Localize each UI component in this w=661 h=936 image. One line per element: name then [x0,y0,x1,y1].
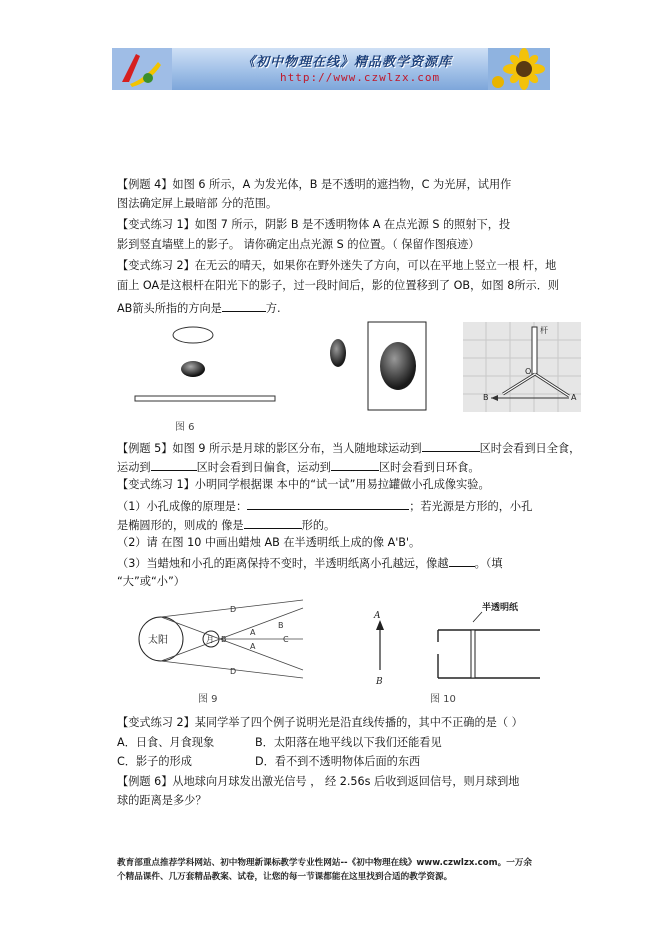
text-line [117,300,281,316]
text-line: 影到竖直墙壁上的影子。 请你确定出点光源 S 的位置。（ 保留作图痕迹） [117,238,480,251]
text-segment: 形的。 [301,519,336,532]
text-line: 【变式练习 2】在无云的晴天，如果你在野外迷失了方向，可以在平地上竖立一根 杆，地 [117,259,557,272]
fig10-label-a: A [374,611,381,621]
banner-title: 《初中物理在线》精品教学资源库 [242,55,453,70]
figure-10-caption: 图 10 [430,694,456,705]
text-line: 面上 OA是这根杆在阳光下的影子，过一段时间后，影的位置移到了 OB，如图 8所示．则 [117,279,560,292]
answer-blank [244,517,302,529]
text-line: 【变式练习 1】如图 7 所示，阴影 B 是不透明物体 A 在点光源 S 的照射下，投 [117,218,511,231]
figure-9-caption: 图 9 [198,694,218,705]
header-banner [112,48,550,90]
sunflower-icon [488,48,550,90]
fig9-label: D [230,605,237,614]
text-segment: （1）小孔成像的原理是： [117,500,248,513]
text-line: （2）请 在图 10 中画出蜡烛 AB 在半透明纸上成的像 A'B'。 [117,536,421,549]
fig9-sun-label: 太阳 [148,635,168,646]
fig9-label: B [221,635,227,644]
text-line: 【例题 6】从地球向月球发出激光信号 ， 经 2.56s 后收到返回信号，则月球到地 [117,775,520,788]
logo-icon [112,48,172,90]
fig9-label: A [250,628,256,637]
text-segment: 区时会看到日偏食，运动到 [196,461,331,474]
text-line [117,498,532,514]
answer-blank [151,459,197,471]
page-footer [117,856,587,884]
figure-8 [463,322,581,412]
text-line: “大”或“小”） [117,575,185,588]
text-line [117,459,480,475]
text-segment: 运动到 [117,461,151,474]
text-segment: 区时会看到日环食。 [378,461,480,474]
figure-6 [130,320,280,410]
option-b: B．太阳落在地平线以下我们还能看见 [255,736,442,749]
option-c: C．影子的形成 [117,755,192,768]
answer-blank [422,440,480,452]
fig8-label-o: O [525,367,532,376]
fig8-label-gan: 杆 [540,326,548,335]
text-line: 球的距离是多少？ [117,794,207,807]
text-segment: 是椭圆形的，则成的 像是 [117,519,244,532]
text-segment: ；若光源是方形的，小孔 [409,500,533,513]
answer-blank [247,498,409,510]
text-segment: 【例题 5】如图 9 所示是月球的影区分布，当人随地球运动到 [117,442,422,455]
text-line [117,440,580,456]
fig10-label-b: B [376,677,383,687]
text-segment: 区时会看到日全食， [479,442,581,455]
fig8-label-a: A [571,393,577,402]
figure-7 [328,320,428,412]
text-line [117,555,503,571]
fig9-label: C [283,635,289,644]
footer-line: 教育部重点推荐学科网站、初中物理新课标教学专业性网站--《初中物理在线》www.czwlzx.com。一万余 [117,858,532,868]
figure-9 [138,598,306,686]
option-d: D．看不到不透明物体后面的东西 [255,755,421,768]
text-segment: 方. [265,302,281,315]
text-line: 【例题 4】如图 6 所示，A 为发光体，B 是不透明的遮挡物，C 为光屏，试用作 [117,178,512,191]
footer-line: 个精品课件、几万套精品教案、试卷，让您的每一节课都能在这里找到合适的教学资源。 [117,872,453,882]
figure-6-caption: 图 6 [175,422,195,433]
text-line [117,517,335,533]
figure-10 [370,598,546,688]
text-line: 图法确定屏上最暗部 分的范围。 [117,197,278,210]
text-segment: 。（填 [474,557,503,570]
fig9-label: B [278,621,284,630]
banner-url: http://www.czwlzx.com [280,71,441,84]
fig8-label-b: B [483,393,489,402]
fig9-label: A [250,642,256,651]
answer-blank [331,459,379,471]
answer-blank [222,300,266,312]
option-a: A．日食、月食现象 [117,736,215,749]
answer-blank [449,555,475,567]
text-line: 【变式练习 1】小明同学根据课 本中的“试一试”用易拉罐做小孔成像实验。 [117,478,490,491]
fig9-label: D [230,667,237,676]
text-segment: （3）当蜡烛和小孔的距离保持不变时，半透明纸离小孔越远，像越 [117,557,449,570]
text-line: 【变式练习 2】某同学举了四个例子说明光是沿直线传播的，其中不正确的是（ ） [117,716,523,729]
fig10-paper-label: 半透明纸 [482,603,519,613]
text-segment: AB箭头所指的方向是 [117,302,222,315]
fig9-moon-label: 月 [206,635,214,644]
